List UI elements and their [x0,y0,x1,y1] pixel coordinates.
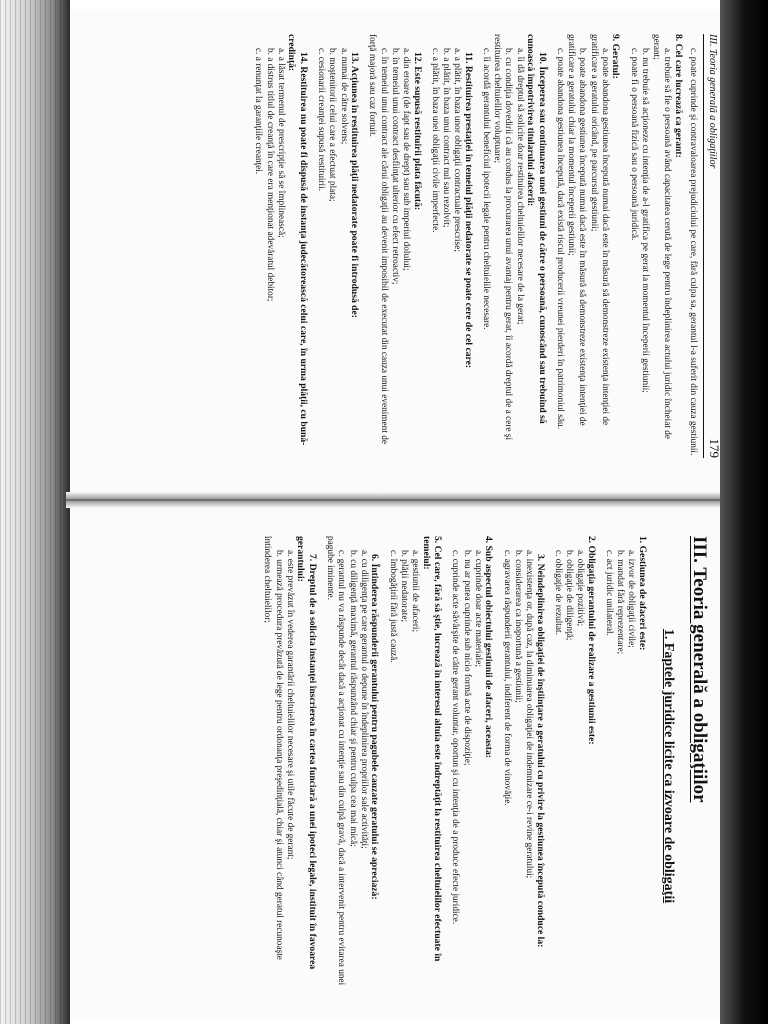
answer-option: b. considerarea ca inoportună a gestiunii; [512,550,523,703]
question-11 [429,34,474,458]
question-stem: 2. Obligaţia gerantului de realizare a gestiunii este: [585,536,597,745]
running-header [703,34,722,458]
answer-option: a. gestiunii de afaceri; [410,550,420,633]
question-9 [554,34,622,458]
answer-option: b. a plătit, în baza unui contract nul sau rezolvit; [440,48,451,228]
answer-option: b. în temeiul unui contract desfiinţat ulterior cu efect retroactiv; [389,48,400,285]
answer-option: a. este prevăzut în vederea garantării cheltuielilor necesare şi utile făcute de gerant; [284,550,295,860]
question-5 [386,536,443,996]
answer-option: c. poate abandona gestiunea începută, dacă există riscul producerii vreunei pierderi în patrimoniul său. [554,48,565,430]
answer-option: c. poate fi o persoană fizică sau o persoană juridică. [628,48,639,241]
question-stem: 3. Neîndeplinirea obligaţiei de înştiinţare a geratului cu privire la gestiunea începută conduce la: [534,554,546,948]
answer-option: b. poate abandona gestiunea începută numai dacă este în măsură să demonstreze existenţa intenţiei de gratificare a geratului chiar la momentul începerii gestiunii; [566,34,588,426]
answer-option: a. inexistenţa or, după caz, la diminuarea obligaţiei de indemnizare ce-i revine geratului; [524,550,534,879]
question-2 [552,536,597,996]
question-stem: 10. Începerea sau continuarea unei gestiuni de către o persoană, cunoscând sau trebuind să cunoască împotrivirea titularului afacerii: [525,34,548,424]
answer-option: b. plăţii nedatorate; [398,550,409,623]
answer-option: c. a renunţat la garanţiile creanţei. [253,48,264,175]
question-14 [252,34,309,458]
answer-option: a. a plătit, în baza unor obligaţii contractuale prescrise; [452,48,463,252]
question-stem: 8. Cel care lucrează ca gerant: [672,34,684,158]
question-stem: 11. Restituirea prestaţiei în temeiul plăţii nedatorate se poate cere de cel care: [462,52,474,369]
question-3 [500,536,545,996]
answer-option: c. act juridic unilateral. [604,550,614,636]
running-title: III. Teoria generală a obligaţiilor [707,34,718,169]
question-stem: 9. Geratul: [610,34,622,79]
question-stem: 13. Acţiunea în restituirea plăţii nedatorate poate fi introdusă de: [349,52,361,318]
answer-option: b. a distrus titlul de creanţă în care era menţionat adevăratul debitor; [264,48,275,302]
page-number: 179 [707,438,722,458]
answer-option: b. cu diligenţă maximă, gerantul răspunzând chiar şi pentru culpa cea mai mică; [347,550,358,847]
section-title: 1. Faptele juridice licite ca izvoare de obligaţii [661,628,676,904]
answer-option: b. nu trebuie să acţioneze cu intenţia de a-l gratifica pe gerat la momentul începerii gestiunii; [639,48,650,393]
question-stem: 12. Este supusă restituirii plata făcută: [411,52,423,211]
question-10 [480,34,548,458]
answer-option: b. cu condiţia dovedirii că au condus la procurarea unui avantaj pentru gerat, îi acordă dreptul de a cere şi restituirea cheltuielilor voluptuare; [492,34,514,441]
answer-option: b. urmează procedura prevăzută de lege pentru ordonanţa preşedinţială, chiar şi atunci când geratul recunoaşte întinderea cheltuielilor; [262,536,284,960]
answer-option: c. agravarea răspunderii gerantului, indiferent de forma de vinovăţie. [501,550,512,806]
answer-option: a. poate abandona gestiunea începută numai dacă este în măsură să demonstreze existenţa intenţiei de gratificare a geratului oricând, pe parcursul gestiunii; [588,34,610,426]
answer-option: a. a lăsat termenul de prescripţie să se împlinească; [275,48,286,238]
answer-option: c. îmbogăţirii fără justă cauză. [387,550,398,663]
question-stem: 1. Gestiunea de afaceri este: [637,536,648,651]
answer-option: b. moştenitorii celui care a efectuat plata; [327,48,338,202]
question-stem: 4. Sub aspectul obiectului gestiunii de afaceri, aceasta: [483,536,495,758]
answer-option: a. obligaţie pozitivă; [575,550,586,627]
answer-option: a. cu diligenţa pe care gerantul o depune în îndeplinirea propriilor sale activităţi; [358,550,369,849]
book-gutter [66,492,720,508]
answer-option: c. a plătit, în baza unei obligaţii civile imperfecte. [429,48,440,233]
question-13 [315,34,360,458]
question-1 [603,536,648,996]
answer-option: a. cuprinde doar acte materiale; [472,550,483,667]
scanner-edge [720,0,768,1024]
question-8 [627,34,683,458]
answer-option: a. îi dă dreptul să solicite doar restituirea cheltuielilor necesare de la gerat; [514,48,525,325]
answer-option: a. izvor de obligaţii civile; [626,550,637,648]
answer-option: a. trebuie să fie o persoană având capacitatea cerută de lege pentru îndeplinirea actului juridic încheiat de gerant; [651,34,673,440]
answer-option: c. gerantul nu va răspunde decât dacă a acţionat cu intenţie sau din culpă gravă, dacă a intervenit pentru evitarea unei pagube iminente. [325,536,347,986]
question-6 [324,536,380,996]
answer-option: a. numai de către solvens; [338,48,349,145]
answer-option: b. obligaţie de diligenţă; [564,550,574,641]
chapter-title: III. Teoria generală a obligaţiilor [689,536,710,803]
answer-option: c. cuprinde acte săvârşite de către gerant voluntar, oportun şi cu intenţia de a produce efecte juridice. [450,550,461,925]
answer-option: c. îi acordă gerantului beneficiul ipotecii legale pentru cheltuielile necesare. [480,48,491,330]
answer-option: a. din eroare (de fapt sau de drept) sau sub imperiul dolului; [400,48,411,271]
question-stem: 5. Cel care, fără să ştie, lucrează în interesul altuia este îndreptăţit la restituirea cheltuielilor efectuate în temeiul: [420,536,444,962]
question-stem: 7. Dreptul de a solicita instanţei înscrierea în cartea funciară a unei ipoteci legale, instituit în favoarea gerantului: [295,536,318,970]
answer-option: c. cesionarii creanţei supusă restituirii. [316,48,327,192]
binding-texture [0,0,64,1024]
question-12 [366,34,422,458]
answer-option: b. nu ar putea cuprinde sub nicio formă acte de dispoziţie; [461,550,472,766]
question-7 [261,536,318,996]
answer-option: b. mandat fără reprezentare; [615,550,626,655]
question-stem: 6. Întinderea răspunderii gerantului pentru pagubele cauzate geratului se apreciază: [369,554,381,900]
question-4 [449,536,494,996]
chapter-opening-page [94,526,716,1006]
page-179 [94,22,722,470]
question-stem: 14. Restituirea nu poate fi dispusă de instanţa judecătorească celui care, în urma plăţii, cu bună-credinţă: [286,34,309,446]
answer-option: c. în temeiul unui contract ale cărui obligaţii au devenit imposibil de executat din cauza unui eveniment de forţă majoră sau caz fortuit. [367,34,389,445]
carryover-option: c. poate cuprinde şi contravaloarea prejudiciului pe care, fără culpa sa, gerantul l-a suferit din cauza gestiunii. [688,48,698,456]
answer-option: c. obligaţie de rezultat. [552,550,563,635]
